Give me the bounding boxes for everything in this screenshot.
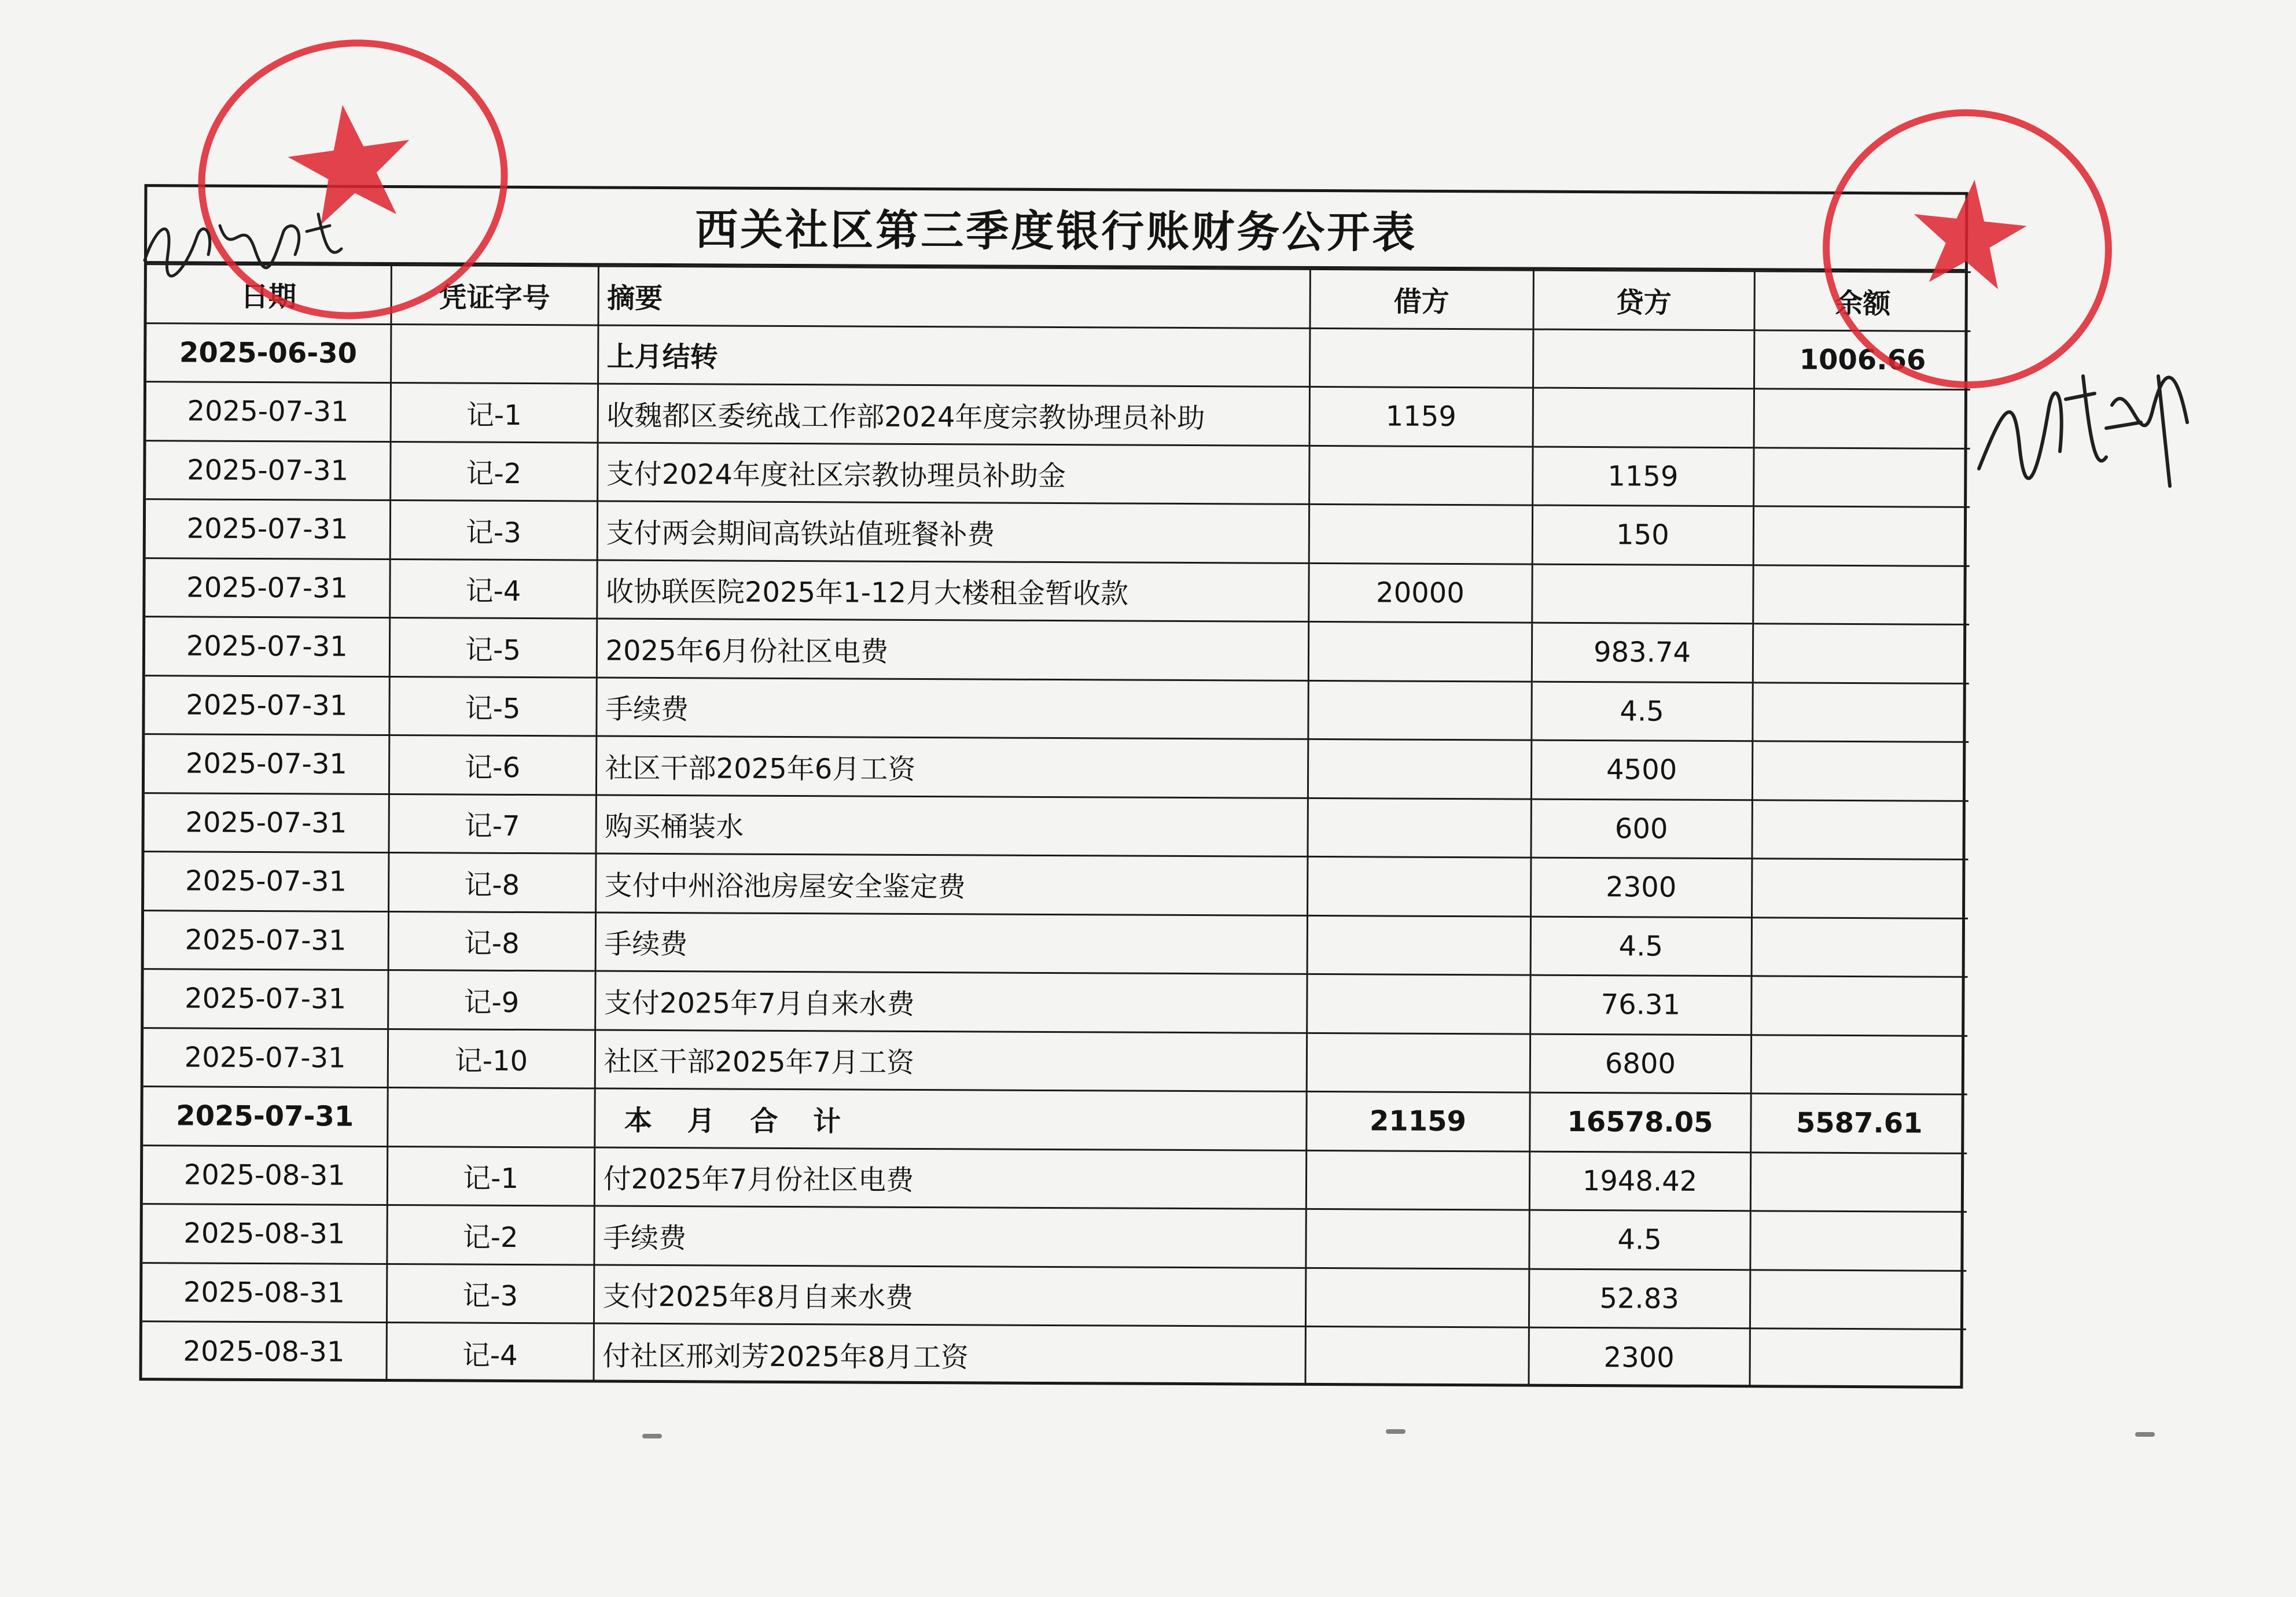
cell-date: 2025-07-31 [145,675,389,735]
table-row [146,499,1970,566]
cell-date: 2025-07-31 [146,382,391,441]
cell-debit [1307,798,1530,858]
cell-debit [1307,1033,1530,1092]
signature-right [1967,341,2210,517]
cell-summary: 支付中州浴池房屋安全鉴定费 [595,853,1307,915]
cell-date: 2025-07-31 [144,793,388,852]
cell-summary: 社区干部2025年7月工资 [595,1030,1307,1092]
cell-voucher [391,324,598,384]
cell-voucher: 记-3 [390,500,597,560]
scan-mark [642,1434,662,1438]
table-row [145,558,1969,624]
cell-balance [1750,1269,1966,1329]
cell-debit [1307,856,1530,916]
cell-date: 2025-08-31 [142,1263,387,1322]
cell-credit: 4.5 [1530,917,1752,976]
cell-summary: 支付2024年度社区宗教协理员补助金 [597,443,1309,505]
cell-date: 2025-07-31 [145,617,389,676]
cell-debit [1307,915,1530,975]
cell-date: 2025-08-31 [142,1322,387,1381]
cell-credit: 16578.05 [1529,1092,1750,1152]
cell-voucher: 记-1 [391,382,598,442]
cell-credit: 4.5 [1529,1210,1750,1269]
seal-left-graphic [172,13,533,345]
cell-credit: 1948.42 [1529,1151,1750,1211]
cell-summary: 购买桶装水 [595,795,1307,857]
cell-summary: 手续费 [594,1206,1305,1268]
cell-summary: 社区干部2025年6月工资 [596,736,1308,798]
cell-debit: 20000 [1308,563,1532,623]
signature-right-scribble [1967,341,2210,515]
cell-credit: 2300 [1528,1327,1749,1387]
cell-summary: 收魏都区委统战工作部2024年度宗教协理员补助 [598,384,1309,446]
cell-date: 2025-07-31 [144,852,388,911]
cell-debit [1305,1209,1529,1268]
cell-voucher: 记-6 [389,735,596,794]
cell-credit: 52.83 [1529,1269,1750,1329]
cell-voucher: 记-5 [389,676,596,736]
cell-balance [1753,624,1969,683]
cell-debit [1305,1268,1529,1327]
cell-voucher: 记-10 [388,1029,595,1088]
table-row [143,1145,1967,1212]
table-row [146,440,1970,507]
table-row [142,1322,1966,1388]
cell-date: 2025-07-31 [145,734,389,794]
cell-credit: 4500 [1531,740,1752,800]
cell-balance [1752,917,1968,977]
table-row [146,382,1970,448]
cell-summary: 支付2025年7月自来水费 [595,971,1307,1033]
cell-date: 2025-07-31 [146,499,390,559]
cell-voucher [387,1087,594,1147]
cell-debit [1308,680,1531,740]
cell-summary: 手续费 [595,912,1307,974]
cell-summary: 收协联医院2025年1-12月大楼租金暂收款 [597,560,1308,622]
cell-voucher: 记-5 [389,617,597,677]
scan-mark [2135,1432,2155,1437]
cell-date: 2025-07-31 [144,910,388,970]
cell-date: 2025-08-31 [143,1145,387,1205]
table-row [142,1204,1966,1271]
header-credit: 贷方 [1533,270,1754,330]
cell-date: 2025-06-30 [146,323,391,382]
cell-debit [1305,1326,1528,1386]
cell-summary: 付2025年7月份社区电费 [594,1147,1306,1209]
cell-voucher: 记-3 [387,1264,594,1323]
header-balance: 余额 [1754,271,1970,331]
cell-credit: 1159 [1532,447,1753,506]
cell-credit [1532,564,1753,624]
cell-summary: 2025年6月份社区电费 [597,619,1308,680]
header-debit: 借方 [1309,269,1533,329]
document-title: 西关社区第三季度银行账财务公开表 [147,187,1966,271]
cell-balance [1753,506,1970,566]
cell-balance [1752,682,1968,742]
cell-credit: 4.5 [1531,682,1752,741]
cell-voucher: 记-7 [388,794,595,853]
cell-balance [1753,447,1970,507]
cell-voucher: 记-2 [387,1205,594,1264]
cell-summary: 支付2025年8月自来水费 [594,1265,1305,1327]
table-row [144,969,1967,1036]
cell-debit [1309,328,1533,388]
table-row [145,617,1969,683]
cell-balance [1749,1329,1966,1388]
table-row [145,734,1968,801]
table-row [145,675,1968,742]
cell-summary: 付社区邢刘芳2025年8月工资 [594,1323,1305,1385]
cell-date: 2025-07-31 [146,440,390,500]
table-row [144,910,1968,977]
cell-credit [1533,329,1754,389]
cell-debit [1308,739,1531,798]
cell-voucher: 记-8 [388,911,595,971]
cell-balance: 1006.66 [1754,330,1970,389]
cell-credit: 150 [1532,505,1753,565]
cell-balance: 5587.61 [1750,1094,1967,1153]
cell-voucher: 记-2 [390,441,597,501]
cell-balance [1753,565,1969,624]
scan-mark [1386,1429,1405,1434]
table-row [144,852,1968,918]
cell-summary: 本 月 合 计 [594,1088,1306,1150]
cell-date: 2025-07-31 [144,1028,388,1087]
cell-debit [1306,1150,1529,1210]
signature-left-scribble [133,191,376,289]
signature-left [133,191,376,292]
table-row [144,793,1968,859]
cell-balance [1750,1152,1967,1212]
cell-credit [1533,388,1754,447]
cell-balance [1752,741,1968,801]
table-row [143,1087,1967,1153]
cell-debit [1309,446,1532,505]
header-voucher: 凭证字号 [391,265,598,325]
cell-voucher: 记-9 [388,970,595,1029]
cell-debit [1308,621,1532,681]
cell-voucher: 记-1 [387,1146,594,1206]
cell-credit: 6800 [1530,1034,1751,1094]
cell-summary: 上月结转 [598,325,1309,387]
cell-debit: 21159 [1306,1091,1529,1151]
cell-credit: 983.74 [1532,623,1753,682]
cell-debit: 1159 [1309,387,1533,446]
cell-balance [1754,389,1970,448]
ledger-body [142,323,1971,1388]
cell-credit: 600 [1530,799,1752,859]
table-row [142,1263,1966,1329]
cell-voucher: 记-4 [387,1322,594,1382]
cell-debit [1309,504,1532,564]
header-date: 日期 [146,264,391,324]
cell-balance [1752,800,1968,859]
cell-date: 2025-07-31 [143,1087,387,1146]
table-row [146,323,1970,389]
official-seal-left [172,13,533,345]
cell-date: 2025-07-31 [145,558,389,617]
cell-summary: 支付两会期间高铁站值班餐补费 [597,501,1309,563]
ledger-table [139,184,1968,1389]
cell-voucher: 记-8 [388,852,595,912]
cell-date: 2025-08-31 [142,1204,387,1264]
cell-debit [1307,974,1530,1033]
ledger-grid [142,263,1971,1388]
cell-summary: 手续费 [596,678,1308,739]
cell-balance [1751,1035,1967,1094]
cell-credit: 76.31 [1530,975,1751,1035]
cell-voucher: 记-4 [389,559,597,619]
header-summary: 摘要 [598,266,1309,328]
cell-balance [1750,1211,1966,1271]
cell-credit: 2300 [1530,858,1752,917]
cell-balance [1751,976,1967,1036]
table-row [144,1028,1967,1094]
cell-balance [1752,859,1968,918]
cell-date: 2025-07-31 [144,969,388,1029]
